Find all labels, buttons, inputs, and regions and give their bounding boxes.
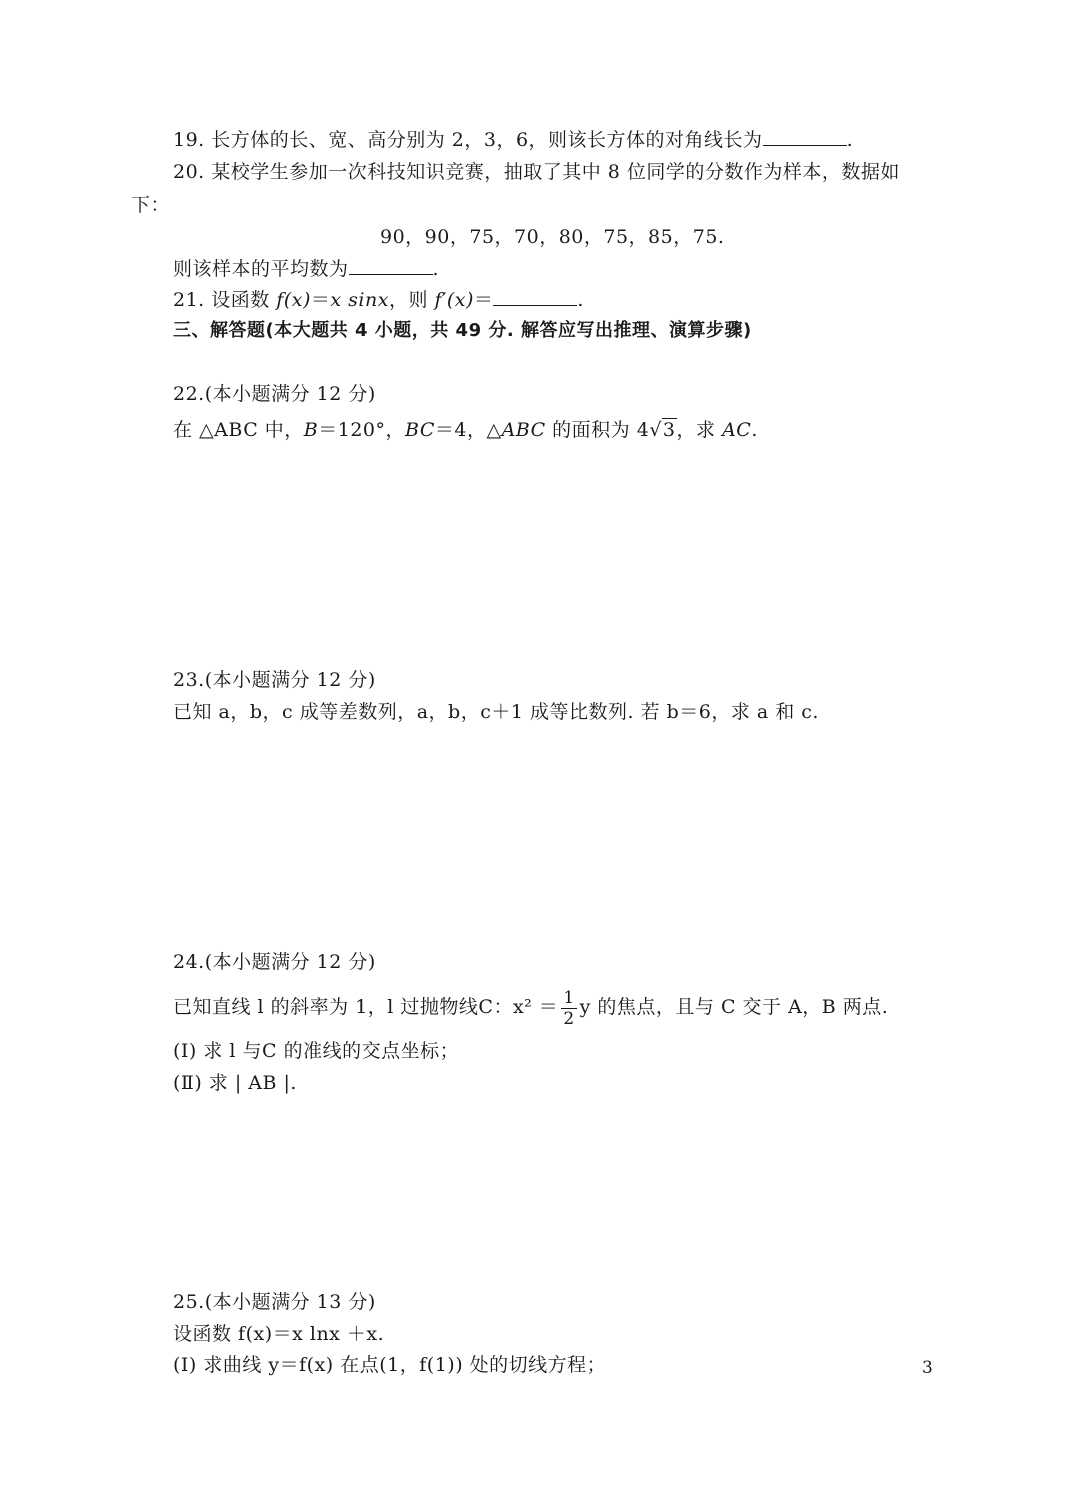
sqrt-symbol: √ — [649, 419, 662, 441]
function-fx: f(x) — [276, 289, 311, 311]
question-25-header: 25.(本小题满分 13 分) — [173, 1291, 376, 1313]
question-20-line2: 下： — [131, 194, 171, 216]
var-B: B — [303, 419, 319, 441]
q22-text-5: ，求 — [676, 419, 723, 441]
page-number: 3 — [922, 1358, 933, 1378]
sqrt-radicand: 3 — [662, 419, 676, 441]
question-21 — [173, 287, 584, 313]
var-AC: AC — [722, 419, 752, 441]
question-23-body: 已知 a，b，c 成等差数列，a，b，c＋1 成等比数列. 若 b＝6，求 a 和 c. — [173, 701, 819, 723]
question-23-header: 23.(本小题满分 12 分) — [173, 669, 376, 691]
q22-text-3: ＝4，△ — [434, 419, 502, 441]
q24-text-1: 已知直线 l 的斜率为 1，l 过抛物线C：x² ＝ — [173, 996, 559, 1018]
fraction-one-half — [561, 988, 576, 1029]
question-25-line1: 设函数 f(x)＝x lnx ＋x. — [173, 1323, 385, 1345]
derivative-fpx: f′(x) — [434, 289, 474, 311]
question-20-line1: 20. 某校学生参加一次科技知识竞赛，抽取了其中 8 位同学的分数作为样本，数据如 — [173, 161, 900, 183]
question-21-mid: ，则 — [388, 289, 435, 311]
question-24-body — [173, 985, 888, 1029]
period: . — [577, 289, 584, 311]
var-BC: BC — [405, 419, 435, 441]
q24-text-2: y 的焦点，且与 C 交于 A，B 两点. — [579, 996, 889, 1018]
question-22-body — [173, 417, 758, 443]
question-21-prefix: 21. 设函数 — [173, 289, 277, 311]
question-20-data: 90，90，75，70，80，75，85，75. — [380, 226, 725, 248]
answer-blank-21[interactable] — [493, 287, 577, 306]
question-19 — [173, 127, 853, 153]
question-24-header: 24.(本小题满分 12 分) — [173, 951, 376, 973]
q22-text-2: ＝120°， — [318, 419, 405, 441]
period: . — [751, 419, 758, 441]
question-19-text: 19. 长方体的长、宽、高分别为 2，3，6，则该长方体的对角线长为 — [173, 129, 763, 151]
var-ABC: ABC — [501, 419, 546, 441]
numerator: 1 — [563, 987, 575, 1008]
period: . — [846, 129, 854, 151]
answer-blank-19[interactable] — [763, 127, 847, 146]
equals: ＝ — [310, 289, 331, 311]
question-20-line3 — [173, 256, 439, 282]
question-24-part-2: (Ⅱ) 求 | AB |. — [173, 1072, 297, 1094]
equals: ＝ — [473, 289, 494, 311]
denominator: 2 — [563, 1008, 575, 1029]
q22-text-4: 的面积为 4 — [545, 419, 650, 441]
question-22-header: 22.(本小题满分 12 分) — [173, 383, 376, 405]
question-20-prompt: 则该样本的平均数为 — [173, 258, 349, 280]
q22-text-1: 在 △ABC 中， — [173, 419, 304, 441]
section-3-heading: 三、解答题(本大题共 4 小题，共 49 分. 解答应写出推理、演算步骤) — [173, 320, 752, 341]
answer-blank-20[interactable] — [349, 256, 433, 275]
question-24-part-1: (Ⅰ) 求 l 与C 的准线的交点坐标； — [173, 1040, 460, 1062]
period: . — [432, 258, 440, 280]
function-expression: x sinx — [330, 289, 389, 311]
question-25-part-1: (Ⅰ) 求曲线 y＝f(x) 在点(1，f(1)) 处的切线方程； — [173, 1354, 607, 1376]
